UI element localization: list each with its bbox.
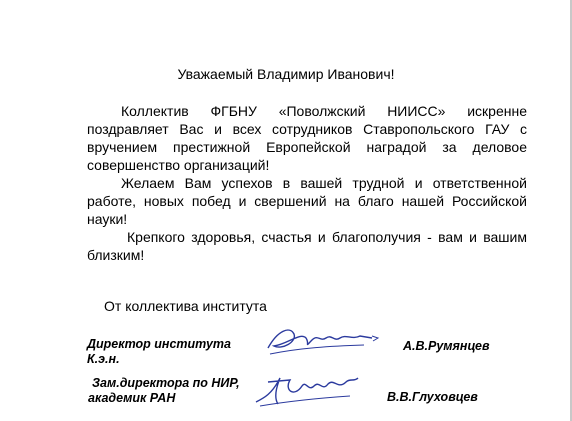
deputy-title bbox=[88, 376, 240, 406]
director-signature bbox=[260, 318, 390, 360]
deputy-signature bbox=[250, 368, 370, 412]
deputy-name: В.В.Глуховцев bbox=[387, 390, 478, 404]
director-title bbox=[87, 337, 231, 367]
from-collective: От коллектива института bbox=[104, 298, 267, 314]
director-name: А.В.Румянцев bbox=[403, 339, 490, 353]
paragraph-congratulation: Коллектив ФГБНУ «Поволжский НИИСС» искренне поздравляет Вас и всех сотрудников Ставропольского ГАУ с вручением престижной Европейской наградой за деловое совершенство организаций! bbox=[87, 103, 527, 173]
salutation: Уважаемый Владимир Иванович! bbox=[177, 66, 395, 82]
director-title-line1: Директор института bbox=[87, 337, 231, 351]
deputy-title-line2: академик РАН bbox=[88, 391, 176, 405]
director-title-line2: К.э.н. bbox=[87, 352, 120, 366]
deputy-title-line1: Зам.директора по НИР, bbox=[92, 376, 240, 390]
paragraph-wishes: Желаем Вам успехов в вашей трудной и ответственной работе, новых побед и свершений на благо нашей Российской науки! bbox=[87, 175, 527, 227]
paragraph-health: Крепкого здоровья, счастья и благополучия - вам и вашим близким! bbox=[87, 229, 527, 263]
